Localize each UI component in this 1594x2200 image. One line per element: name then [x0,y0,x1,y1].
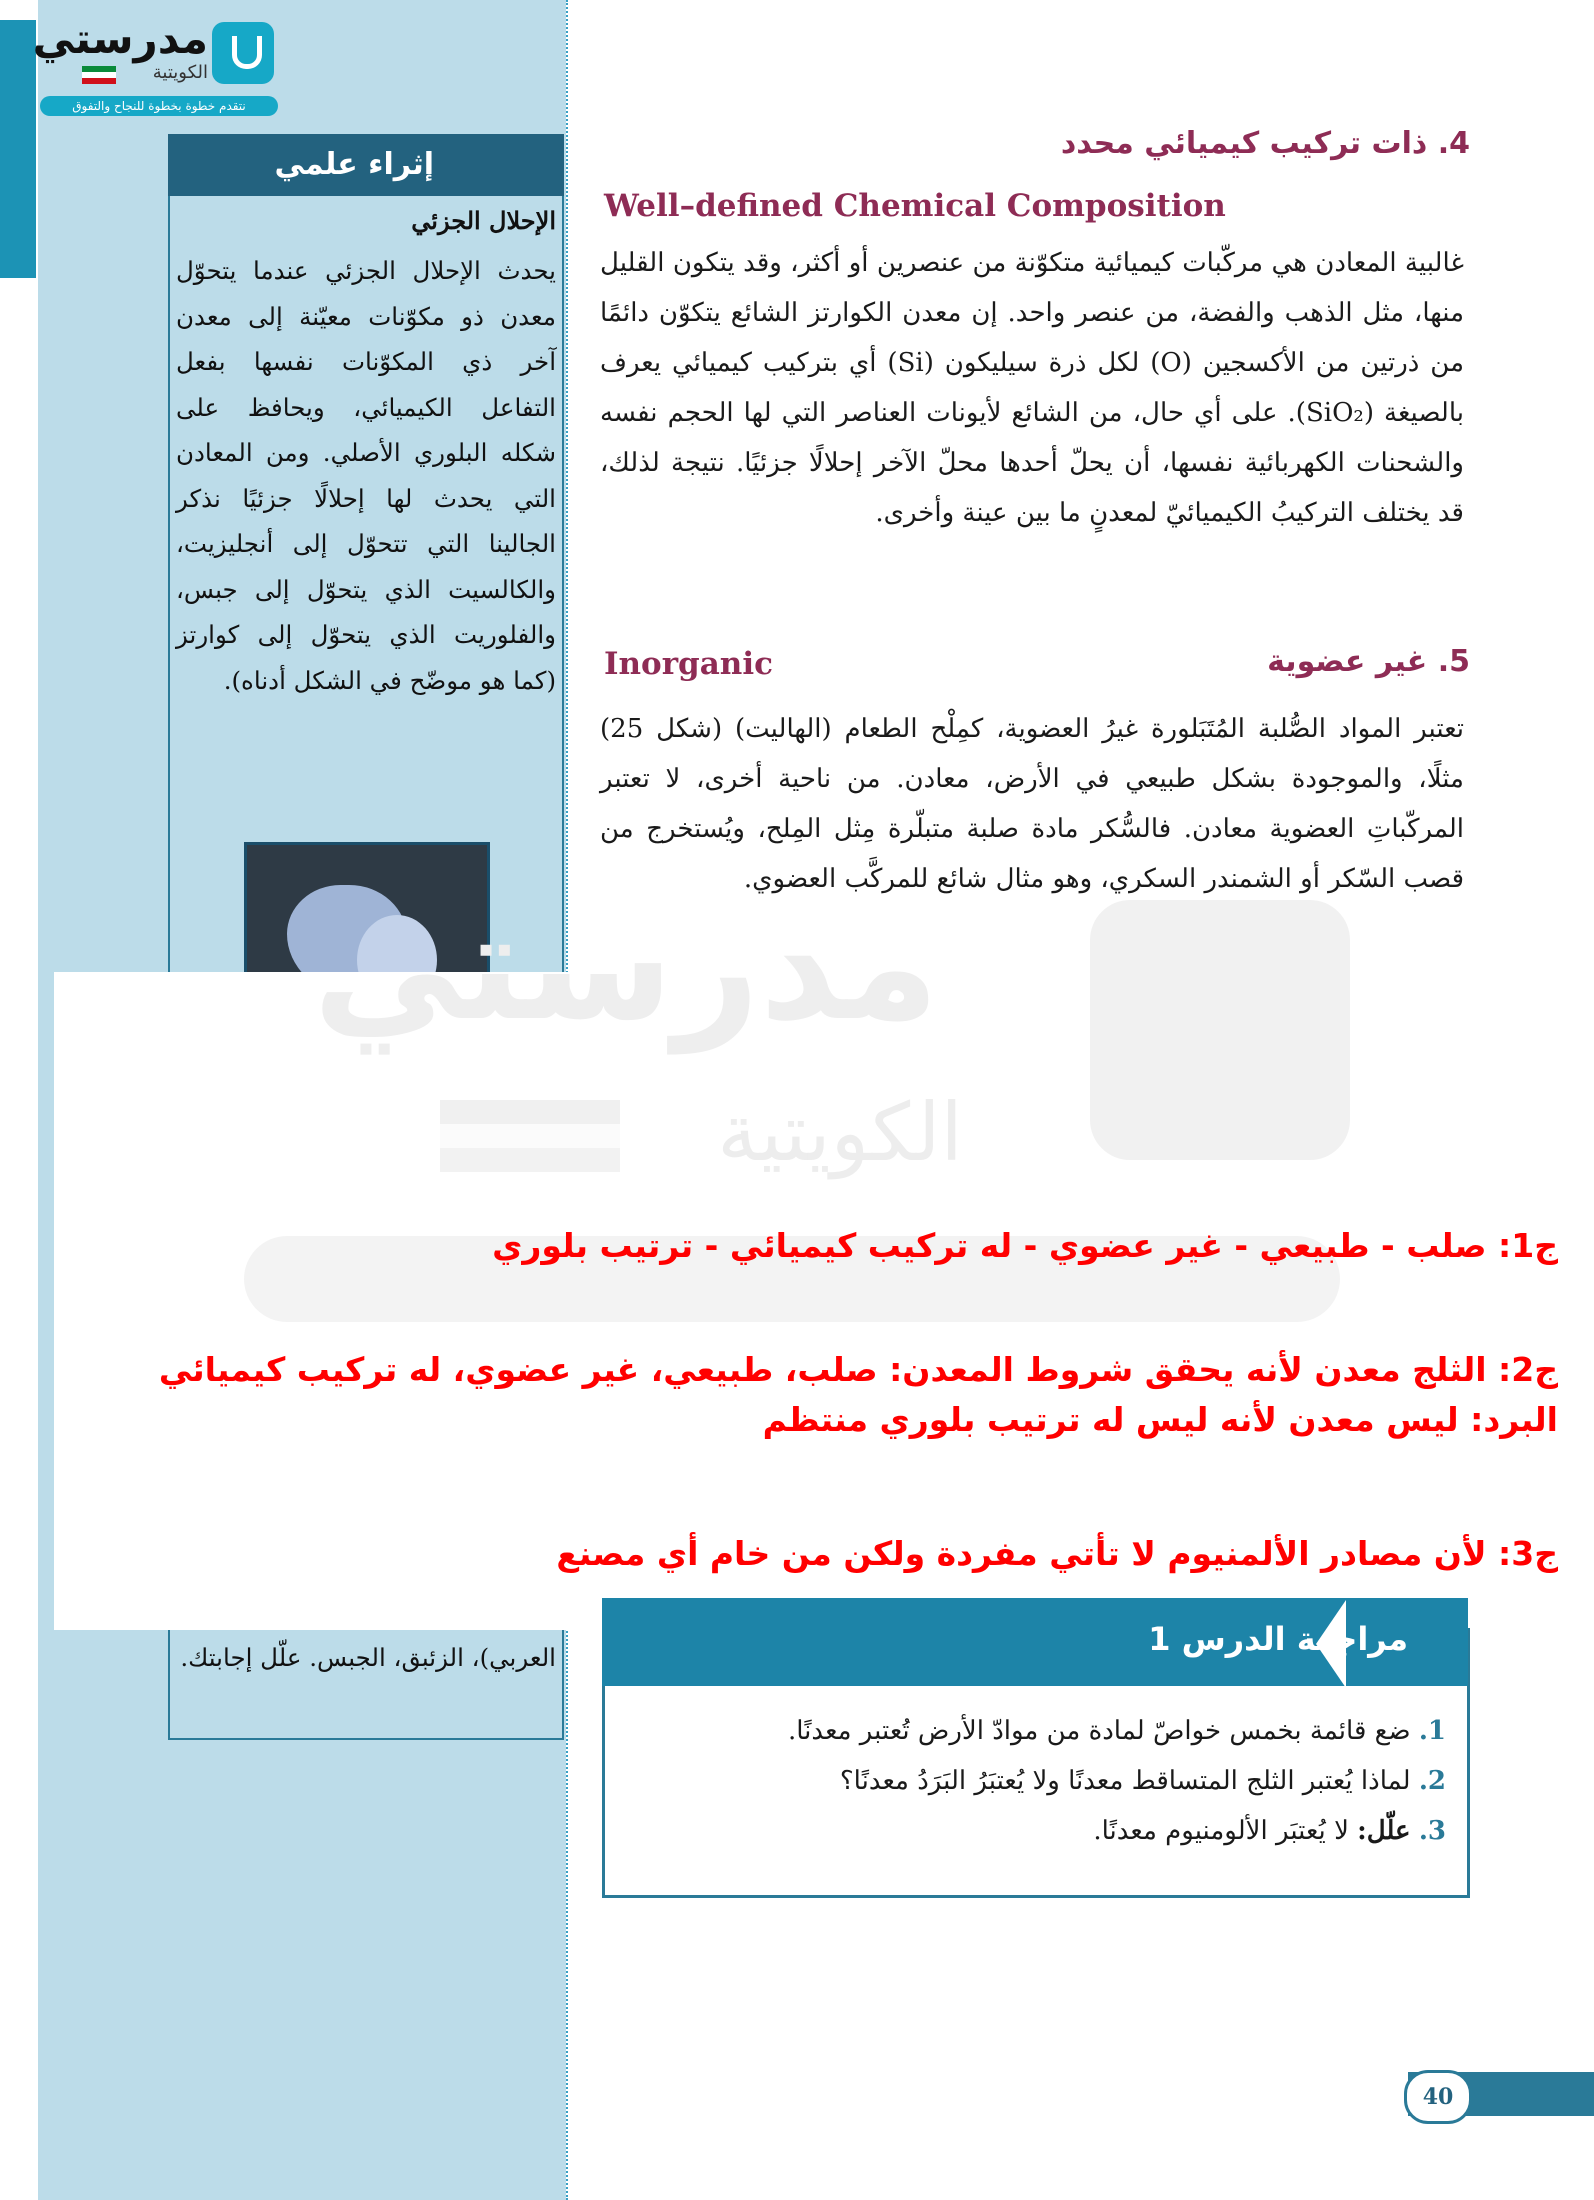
review-question: 3. علّل: لا يُعتبَر الألومنيوم معدنًا. [1093,1816,1446,1846]
edge-tab [0,20,36,278]
review-question: 1. ضع قائمة بخمس خواصّ لمادة من موادّ الأرض تُعتبر معدنًا. [788,1716,1446,1746]
watermark-name: مدرستي [312,880,940,1054]
review-question: 2. لماذا يُعتبر الثلج المتساقط معدنًا ولا يُعتبَرُ البَرَدُ معدنًا؟ [839,1766,1446,1796]
enrichment-title: إثراء علمي [274,147,434,182]
answer-2-line-2: البرد: ليس معدن لأنه ليس له ترتيب بلوري منتظم [762,1400,1558,1439]
section-4-paragraph: غالبية المعادن هي مركّبات كيميائية متكوّنة من عنصرين أو أكثر، وقد يتكون القليل منها، مثل الذهب والفضة، من عنصر واحد. إن معدن الكوارتز الشائع يتكوّن دائمًا من ذرتين من الأكسجين (O) لكل ذرة سيليكون (Si) أي بتركيب كيميائي يعرف بالصيغة (SiO₂). على أي حال، من الشائع لأيونات العناصر التي لها الحجم نفسه والشحنات الكهربائية نفسها، أن يحلّ أحدها محلّ الآخر إحلالًا جزئيًا. نتيجة لذلك، قد يختلف التركيبُ الكيميائيّ لمعدنٍ ما بين عينة وأخرى. [600,248,1464,528]
watermark-country: الكويتية [717,1086,963,1179]
logo-name: مدرستي [32,14,208,63]
review-questions [640,1706,1446,1856]
page-number: 40 [1404,2070,1472,2124]
enrichment-subtitle: الإحلال الجزئي [411,206,556,235]
enrichment-text: يحدث الإحلال الجزئي عندما يتحوّل معدن ذو مكوّنات معيّنة إلى معدن آخر ذي المكوّنات نفسها بفعل التفاعل الكيميائي، ويحافظ على شكله البلوري الأصلي. ومن المعادن التي يحدث لها إحلالًا جزئيًا نذكر الجالينا التي تتحوّل إلى أنجليزيت، والكالسيت الذي يتحوّل إلى جبس، والفلوريت الذي يتحوّل إلى كوارتز (كما هو موضّح في الشكل أدناه). [176,256,556,695]
answer-3: ج3: لأن مصادر الألمنيوم لا تأتي مفردة ولكن من خام أي مصنع [556,1534,1558,1573]
section-4-english: Well–defined Chemical Composition [604,188,1226,224]
section-5-paragraph: تعتبر المواد الصُّلبة المُتَبَلورة غيرُ العضوية، كمِلْح الطعام (الهاليت) (شكل 25) مثلًا، والموجودة بشكل طبيعي في الأرض، معادن. من ناحية أخرى، لا تعتبر المركّباتِ العضوية معادن. فالسُّكر مادة صلبة متبلّرة مِثل المِلح، ويُستخرج من قصب السّكر أو الشمندر السكري، وهو مثال شائع للمركَّب العضوي. [600,714,1464,894]
answers-panel [54,972,1594,1630]
logo-icon [212,22,274,84]
logo-slogan: نتقدم خطوة بخطوة للنجاح والتفوق [40,96,278,116]
enrichment-header [168,134,564,196]
answer-1: ج1: صلب - طبيعي - غير عضوي - له تركيب كيميائي - ترتيب بلوري [492,1226,1558,1265]
logo-country: الكويتية [152,62,208,83]
section-5-title: 5. غير عضوية [1267,644,1470,679]
kuwait-flag-icon [82,66,116,84]
answer-2-line-1: ج2: الثلج معدن لأنه يحقق شروط المعدن: صلب، طبيعي، غير عضوي، له تركيب كيميائي [158,1350,1558,1389]
lesson-review-title: مراجعة الدرس 1 [1148,1620,1408,1658]
section-5-english: Inorganic [604,646,774,682]
enrichment-bottom-text: العربي)، الزئبق، الجبس. علّل إجابتك. [180,1643,556,1672]
section-4-title: 4. ذات تركيب كيميائي محدد [1060,126,1470,161]
